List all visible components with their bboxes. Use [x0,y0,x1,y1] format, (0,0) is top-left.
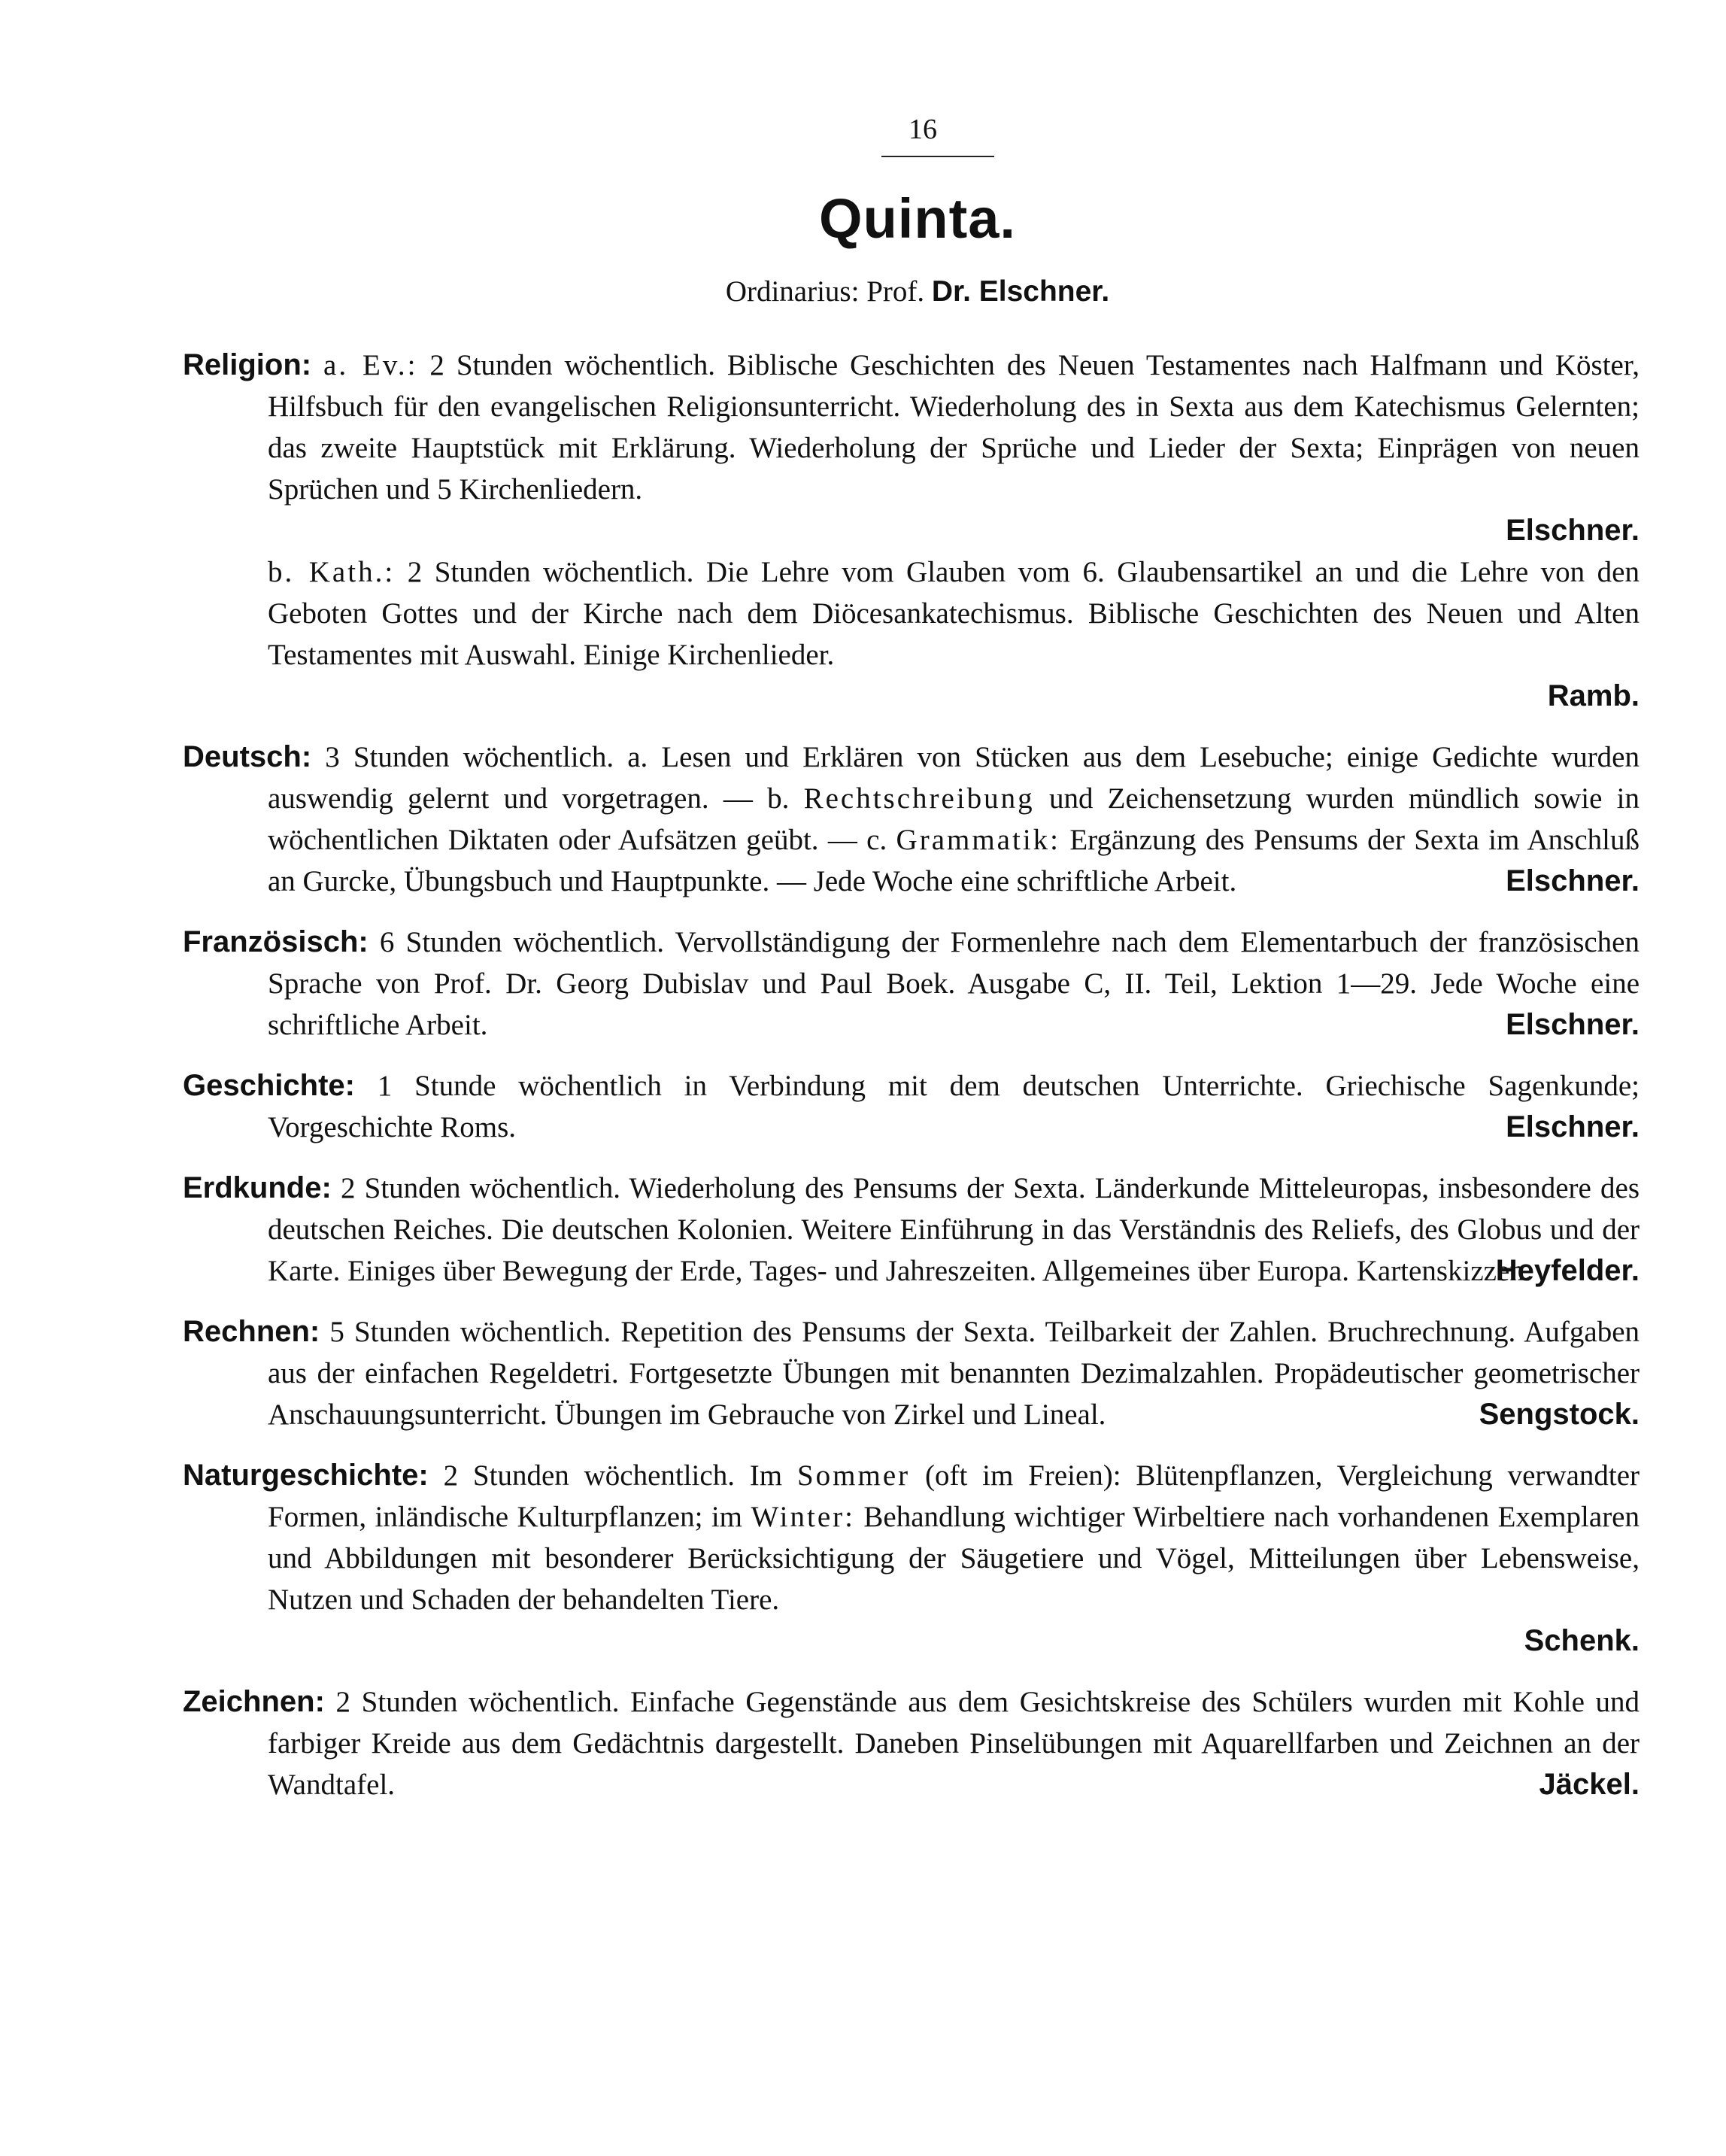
teacher-deutsch: Elschner. [1506,864,1640,897]
teacher-zeichnen: Jäckel. [1539,1768,1640,1801]
rechnen-text: 5 Stunden wöchentlich. Repetition des Pensums der Sexta. Teilbarkeit der Zahlen. Bruchrechnung. Aufgaben aus der einfachen Regeldetri. Fortgesetzte Übungen mit benannten Dezimalzahlen. Propädeutischer geometrischer Anschauungsunterricht. Übungen im Gebrauche von Zirkel und Lineal. [268,1316,1640,1431]
section-naturgeschichte [183,1455,1640,1662]
section-deutsch [183,736,1640,902]
deutsch-term-grammatik: Grammatik: [896,824,1060,856]
ordinarius-line [0,275,1726,308]
naturgeschichte-text-2: (oft im Freien): Blütenpflanzen, Vergleichung verwandter Formen, inländische Kulturpflanzen; im [268,1459,1640,1533]
deutsch-text-3: Ergänzung des Pensums der Sexta im Anschluß an Gurcke, Übungsbuch und Hauptpunkte. — Jede Woche eine schriftliche Arbeit. [268,824,1640,897]
section-franzoesisch [183,922,1640,1046]
zeichnen-text: 2 Stunden wöchentlich. Einfache Gegenstände aus dem Gesichtskreise des Schülers wurden mit Kohle und farbiger Kreide aus dem Gedächtnis dargestellt. Daneben Pinselübungen mit Aquarellfarben und Zeichnen an der Wandtafel. [268,1686,1640,1801]
subject-geschichte: Geschichte: [183,1069,355,1102]
teacher-religion-ev: Elschner. [1506,514,1640,547]
section-zeichnen [183,1681,1640,1805]
teacher-rechnen: Sengstock. [1479,1398,1640,1431]
ordinarius-name: Dr. Elschner. [931,275,1110,308]
subject-franzoesisch: Französisch: [183,925,369,958]
teacher-geschichte: Elschner. [1506,1110,1640,1143]
page-title: Quinta. [819,187,1016,250]
religion-b-text: 2 Stunden wöchentlich. Die Lehre vom Glauben vom 6. Glaubensartikel an und die Lehre von den Geboten Gottes und der Kirche nach dem Diöcesankatechismus. Biblische Geschichten des Neuen und Alten Testamentes mit Auswahl. Einige Kirchenlieder. [268,556,1640,671]
ordinarius-label: Ordinarius: Prof. [725,275,925,308]
page-number: 16 [909,114,937,145]
teacher-erdkunde: Heyfelder. [1495,1254,1640,1287]
section-religion [183,345,1640,717]
deutsch-text-1: 3 Stunden wöchentlich. a. Lesen und Erklären von Stücken aus dem Lesebuche; einige Gedichte wurden auswendig gelernt und vorgetragen. — b. [268,741,1640,815]
deutsch-term-rechtschreibung: Rechtschreibung [803,782,1035,815]
subject-zeichnen: Zeichnen: [183,1685,325,1718]
naturgeschichte-term-winter: Winter: [751,1501,855,1533]
teacher-franzoesisch: Elschner. [1506,1008,1640,1041]
religion-b-label: b. Kath.: [268,556,396,588]
naturgeschichte-text-3: Behandlung wichtiger Wirbeltiere nach vorhandenen Exemplaren und Abbildungen mit besonderer Berücksichtigung der Säugetiere und Vögel, Mitteilungen über Lebensweise, Nutzen und Schaden der behandelten Tiere. [268,1501,1640,1616]
subject-deutsch: Deutsch: [183,740,312,773]
subject-rechnen: Rechnen: [183,1315,320,1348]
religion-a-text: 2 Stunden wöchentlich. Biblische Geschichten des Neuen Testamentes nach Halfmann und Köster, Hilfsbuch für den evangelischen Religionsunterricht. Wiederholung des in Sexta aus dem Katechismus Gelernten; das zweite Hauptstück mit Erklärung. Wiederholung der Sprüche und Lieder der Sexta; Einprägen von neuen Sprüchen und 5 Kirchenliedern. [268,349,1640,506]
erdkunde-text: 2 Stunden wöchentlich. Wiederholung des Pensums der Sexta. Länderkunde Mitteleuropas, insbesondere des deutschen Reiches. Die deutschen Kolonien. Weitere Einführung in das Verständnis des Reliefs, des Globus und der Karte. Einiges über Bewegung der Erde, Tages- und Jahreszeiten. Allgemeines über Europa. Kartenskizzen. [268,1172,1640,1287]
subject-erdkunde: Erdkunde: [183,1171,332,1204]
naturgeschichte-term-sommer: Sommer [796,1459,911,1492]
teacher-naturgeschichte: Schenk. [1524,1624,1640,1657]
franzoesisch-text: 6 Stunden wöchentlich. Vervollständigung der Formenlehre nach dem Elementarbuch der französischen Sprache von Prof. Dr. Georg Dubislav und Paul Boek. Ausgabe C, II. Teil, Lektion 1—29. Jede Woche eine schriftliche Arbeit. [268,926,1640,1041]
subject-naturgeschichte: Naturgeschichte: [183,1459,429,1492]
teacher-religion-kath: Ramb. [1547,679,1640,712]
page-number-rule [881,156,994,157]
deutsch-text-2: und Zeichensetzung wurden mündlich sowie in wöchentlichen Diktaten oder Aufsätzen geübt. — c. [268,782,1640,856]
religion-a-label: a. Ev.: [323,349,418,381]
naturgeschichte-text-1: 2 Stunden wöchentlich. Im [443,1459,783,1492]
section-erdkunde [183,1168,1640,1292]
subject-religion: Religion: [183,348,312,381]
section-geschichte [183,1065,1640,1148]
section-rechnen [183,1311,1640,1435]
geschichte-text: 1 Stunde wöchentlich in Verbindung mit dem deutschen Unterrichte. Griechische Sagenkunde; Vorgeschichte Roms. [268,1070,1640,1143]
curriculum-content [183,345,1640,1825]
